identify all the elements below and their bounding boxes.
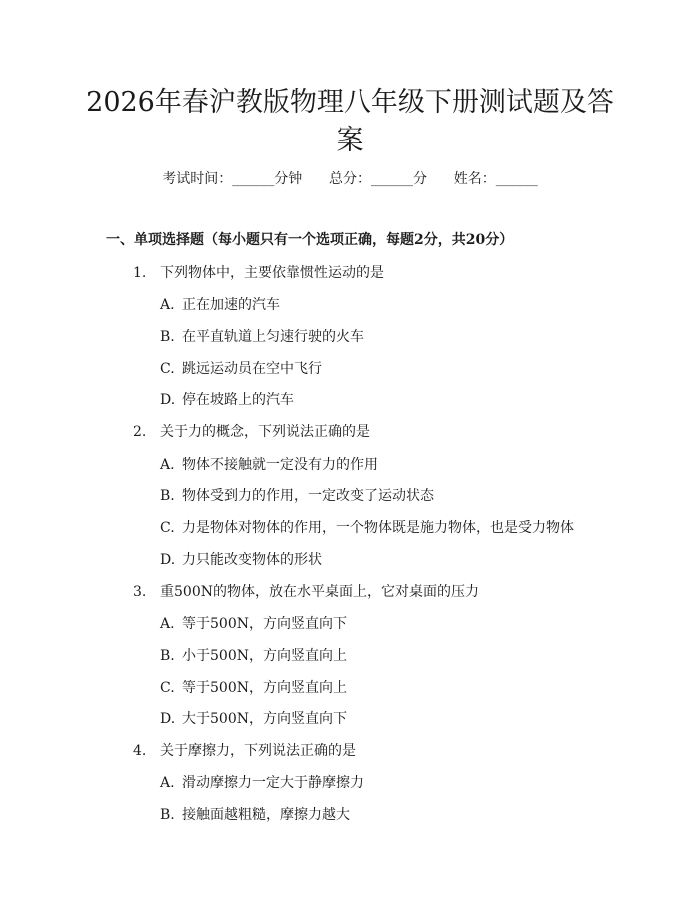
- option-text: 力只能改变物体的形状: [182, 552, 322, 568]
- option-1d: [160, 389, 294, 409]
- option-letter: A.: [160, 297, 175, 313]
- option-text: 大于500N，方向竖直向下: [182, 711, 347, 727]
- option-letter: B.: [160, 648, 175, 664]
- option-letter: A.: [160, 775, 175, 791]
- question-number: 3.: [133, 584, 147, 600]
- option-text: 跳远运动员在空中飞行: [182, 361, 322, 377]
- question-number: 4.: [133, 743, 147, 759]
- option-3b: [160, 645, 347, 665]
- option-letter: B.: [160, 488, 175, 504]
- section-heading: 一、单项选择题（每小题只有一个选项正确，每题2分，共20分）: [106, 232, 514, 248]
- question-4: [133, 740, 356, 760]
- option-letter: B.: [160, 329, 175, 345]
- option-3d: [160, 708, 347, 728]
- question-text: 重500N的物体，放在水平桌面上，它对桌面的压力: [160, 584, 479, 600]
- question-2: [133, 421, 370, 441]
- option-letter: C.: [160, 361, 175, 377]
- option-4a: [160, 772, 364, 792]
- option-text: 在平直轨道上匀速行驶的火车: [182, 329, 364, 345]
- option-text: 等于500N，方向竖直向上: [182, 680, 347, 696]
- option-4b: [160, 804, 350, 824]
- option-text: 接触面越粗糙，摩擦力越大: [182, 807, 350, 823]
- question-number: 1.: [133, 265, 147, 281]
- page-title: 2026年春沪教版物理八年级下册测试题及答案: [86, 87, 614, 156]
- option-letter: C.: [160, 520, 175, 536]
- option-text: 正在加速的汽车: [182, 297, 280, 313]
- option-1a: [160, 294, 280, 314]
- option-1c: [160, 358, 322, 378]
- option-2a: [160, 454, 378, 474]
- option-1b: [160, 326, 364, 346]
- option-text: 停在坡路上的汽车: [182, 392, 294, 408]
- option-2d: [160, 549, 322, 569]
- exam-meta-line: 考试时间：______分钟 总分：______分 姓名：______: [162, 171, 538, 187]
- option-3c: [160, 677, 347, 697]
- option-2c: [160, 517, 574, 537]
- question-1: [133, 262, 384, 282]
- option-text: 力是物体对物体的作用，一个物体既是施力物体，也是受力物体: [182, 520, 574, 536]
- option-letter: B.: [160, 807, 175, 823]
- option-letter: D.: [160, 392, 176, 408]
- question-3: [133, 581, 479, 601]
- question-text: 关于摩擦力，下列说法正确的是: [160, 743, 356, 759]
- option-letter: C.: [160, 680, 175, 696]
- option-text: 小于500N，方向竖直向上: [182, 648, 347, 664]
- option-2b: [160, 485, 434, 505]
- question-number: 2.: [133, 424, 147, 440]
- option-text: 滑动摩擦力一定大于静摩擦力: [182, 775, 364, 791]
- question-text: 关于力的概念，下列说法正确的是: [160, 424, 370, 440]
- option-letter: A.: [160, 457, 175, 473]
- option-letter: D.: [160, 711, 176, 727]
- option-text: 物体不接触就一定没有力的作用: [182, 457, 378, 473]
- option-3a: [160, 613, 347, 633]
- option-letter: A.: [160, 616, 175, 632]
- option-letter: D.: [160, 552, 176, 568]
- question-text: 下列物体中，主要依靠惯性运动的是: [160, 265, 384, 281]
- option-text: 物体受到力的作用，一定改变了运动状态: [182, 488, 434, 504]
- option-text: 等于500N，方向竖直向下: [182, 616, 347, 632]
